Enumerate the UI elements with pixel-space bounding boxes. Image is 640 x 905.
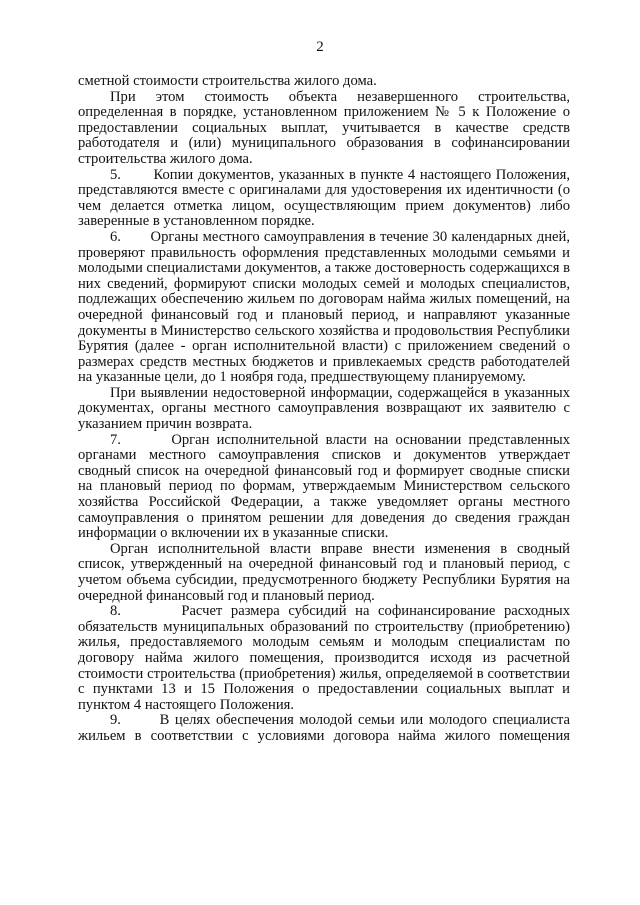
paragraph-item-7: 7. Орган исполнительной власти на основании представленных органами местного самоуправления списков и документов утверждает сводный список на очередной финансовый год и формирует сводные списки на плановый период по формам, утверждаемым Министерством сельского хозяйства Российской Федерации, а также уведомляет органы местного самоуправления о принятом решении для доведения до сведения граждан информации о включении их в указанные списки. <box>78 431 570 542</box>
paragraph-unfinished-construction: При этом стоимость объекта незавершенного строительства, определенная в порядке, установленном приложением № 5 к Положение о предоставлении социальных выплат, учитывается в качестве средств работодателя и (или) муниципального образования в софинансировании строительства жилого дома. <box>78 88 570 167</box>
document-body <box>78 74 570 745</box>
paragraph-continuation: сметной стоимости строительства жилого дома. <box>78 73 377 89</box>
paragraph-item-5: 5. Копии документов, указанных в пункте 4 настоящего Положения, представляются вместе с оригиналами для удостоверения их идентичности (о чем делается отметка лицом, осуществляющим прием документов) либо заверенные в установленном порядке. <box>78 166 570 230</box>
paragraph-item-6: 6. Органы местного самоуправления в течение 30 календарных дней, проверяют правильность оформления представленных молодыми семьями и молодыми специалистами документов, а также достоверность содержащихся в них сведений, формируют списки молодых семей и молодых специалистов, подлежащих обеспечению жильем по договорам найма жилых помещений, на очередной финансовый год и плановый период, и направляют указанные документы в Министерство сельского хозяйства и продовольствия Республики Бурятия (далее - орган исполнительной власти) с приложением сведений о размерах средств местных бюджетов и привлекаемых средств работодателей на указанные цели, до 1 ноября года, предшествующему планируемому. <box>78 228 570 386</box>
paragraph-item-9: 9. В целях обеспечения молодой семьи или молодого специалиста жильем в соответствии с условиями договора найма жилого помещения <box>78 712 570 744</box>
paragraph-item-8: 8. Расчет размера субсидий на софинансирование расходных обязательств муниципальных образований по строительству (приобретению) жилья, предоставляемого молодым семьям и молодым специалистам по договору найма жилого помещения, производится исходя из расчетной стоимости строительства (приобретения) жилья, определяемой в соответствии с пунктами 13 и 15 Положения о предоставлении социальных выплат и пунктом 4 настоящего Положения. <box>78 603 570 713</box>
paragraph-inaccurate-info: При выявлении недостоверной информации, содержащейся в указанных документах, органы местного самоуправления возвращают их заявителю с указанием причин возврата. <box>78 384 570 433</box>
page-number: 2 <box>316 39 324 55</box>
paragraph-list-changes: Орган исполнительной власти вправе внести изменения в сводный список, утвержденный на очередной финансовый год и плановый период, с учетом объема субсидии, предусмотренного бюджету Республики Бурятия на очередной финансовый год и плановый период. <box>78 540 570 604</box>
